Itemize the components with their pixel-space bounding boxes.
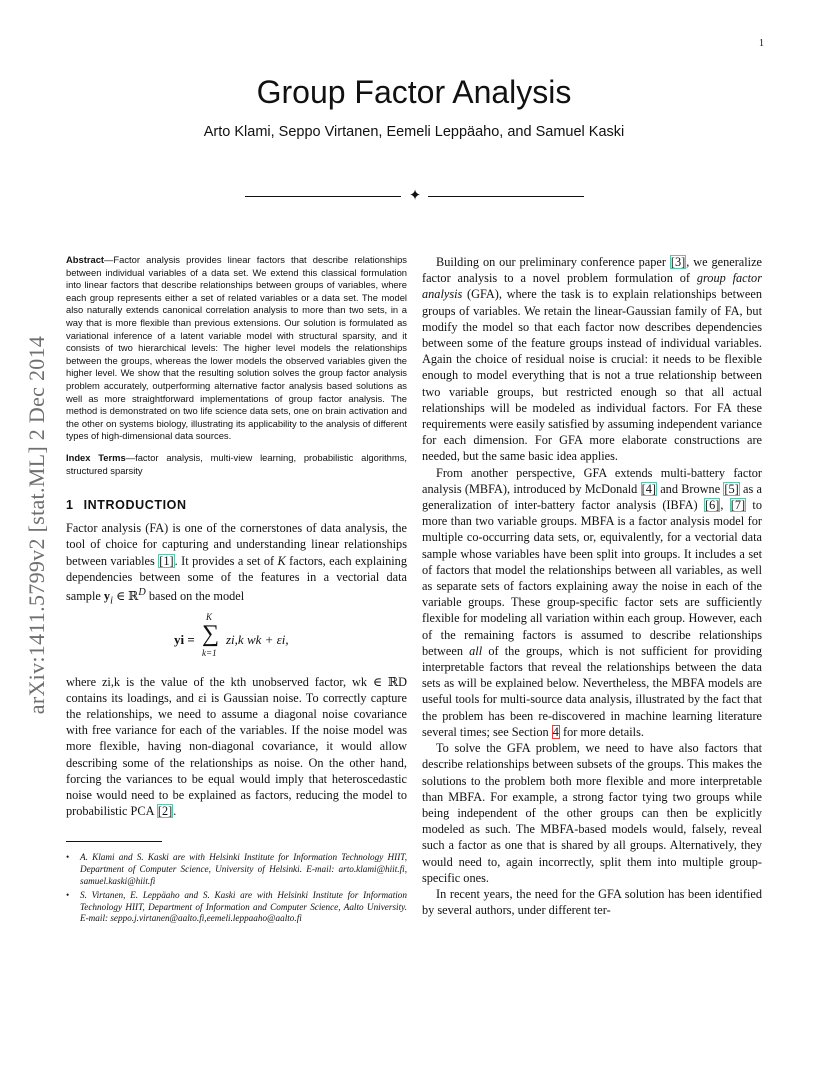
- math-symbol: K: [277, 553, 286, 568]
- footnote-rule: [66, 841, 162, 842]
- citation-link[interactable]: [4]: [641, 481, 656, 496]
- index-terms-label: Index Terms: [66, 451, 126, 463]
- intro-text: .: [173, 804, 177, 819]
- intro-text: based on the model: [145, 589, 245, 603]
- body-paragraph-2: [422, 465, 762, 740]
- divider-rule-left: [245, 196, 401, 197]
- abstract-label: Abstract: [66, 254, 105, 265]
- math-symbol: y: [103, 589, 111, 603]
- body-paragraph-4: In recent years, the need for the GFA solution has been identified by several authors, under different ter-: [422, 886, 762, 918]
- math-subscript: i: [110, 595, 113, 607]
- summation-symbol: ∑: [202, 620, 220, 647]
- citation-number: 5: [728, 481, 735, 496]
- body-text: to more than two variable groups. MBFA is a factor analysis model for multiple co-occurring data sets, or, equivalently, for a vectorial data sample whose variables have been split into groups. It includes a set of factors that model the relationships between all variables, as well as separate sets of factors explaining away the noise in each of the variable groups. These group-specific factor sets are sufficiently flexible for modeling all variation within each group. However, each of the remaining factors is assumed to describe relationships between: [422, 498, 763, 658]
- body-paragraph-1: [422, 254, 762, 465]
- paper-title: Group Factor Analysis: [256, 74, 572, 110]
- arxiv-identifier: [22, 290, 52, 760]
- divider-rule-right: [428, 196, 584, 197]
- equation: [66, 611, 407, 666]
- citation-link[interactable]: [2]: [157, 804, 173, 819]
- right-column: [422, 254, 762, 918]
- body-text: for more details.: [559, 724, 644, 739]
- section-link[interactable]: 4: [552, 724, 559, 739]
- footnote-item: • S. Virtanen, E. Leppäaho and S. Kaski are with Helsinki Institute for Information Technology HIIT, Department of Information and Computer Science, Aalto University. E-mail: seppo.j.virtanen@aalto.fi,eemeli.leppaaho@aalto.fi: [80, 890, 407, 925]
- body-text: as a generalization of inter-battery factor analysis (IBFA): [422, 481, 762, 513]
- citation-number: 6: [709, 498, 716, 513]
- citation-number: 2: [161, 804, 169, 819]
- citation-number: 7: [734, 498, 741, 513]
- citation-link[interactable]: [5]: [724, 481, 739, 496]
- citation-link[interactable]: [1]: [159, 553, 174, 568]
- body-text: Building on our preliminary conference paper: [436, 255, 670, 269]
- footnote-item: • A. Klami and S. Kaski are with Helsinki Institute for Information Technology HIIT, Department of Computer Science, University of Helsinki. E-mail: arto.klami@hiit.fi, samuel.kaski@hiit.fi: [80, 852, 407, 887]
- equation-sum-lower: k=1: [202, 647, 217, 658]
- left-column: [66, 254, 407, 927]
- citation-number: 3: [674, 255, 682, 269]
- body-text: , we generalize factor analysis to a novel problem formulation of: [422, 255, 763, 286]
- math-symbol: ∈ ℝ: [112, 589, 139, 603]
- citation-link[interactable]: [3]: [670, 255, 686, 269]
- emphasis-text: all: [469, 643, 483, 658]
- footnotes: [66, 852, 407, 925]
- abstract-text: —Factor analysis provides linear factors that describe relationships between individual variables of a data set. We extend this classical formulation into linear factors that describe relationships between groups of variables, where each group represents either a set of related variables or a data set. The model also naturally extends canonical correlation analysis to more than two sets, in a way that is more flexible than previous extensions. Our solution is formulated as variational inference of a latent variable model with structural sparsity, and it consists of two hierarchical levels: The higher level models the relationships between the groups, whereas the lower models the observed variables given the higher level. We show that the resulting solution solves the group factor analysis problem accurately, outperforming alternative factor analysis based solutions as well as more straightforward implementations of group factor analysis. The method is demonstrated on two life science data sets, one on brain activation and the other on systems biology, illustrating its applicability to the analysis of different types of high-dimensional data sources.: [66, 254, 407, 442]
- arxiv-identifier-text: arXiv:1411.5799v2 [stat.ML] 2 Dec 2014: [24, 335, 49, 715]
- page-number: 1: [759, 38, 764, 49]
- body-text: of the groups, which is not sufficient for providing interpretable factors that reveal the relationships between the data sets as will be explained below. Nevertheless, the MBFA models are useful tools for multi-source data analysis, illustrated by the fact that the problem has been re-discovered in machine learning literature several times; see Section: [422, 643, 762, 739]
- index-terms-text: —factor analysis, multi-view learning, probabilistic algorithms, structured sparsity: [66, 451, 407, 476]
- citation-number: 4: [645, 481, 652, 496]
- equation-rhs: zi,k wk + εi,: [226, 631, 289, 647]
- title-divider: [245, 188, 584, 206]
- body-text: From another perspective, GFA extends multi-battery factor analysis (MBFA), introduced by McDonald: [422, 465, 762, 496]
- intro-text: where zi,k is the value of the kth unobserved factor, wk ∈ ℝD contains its loadings, and εi is Gaussian noise. To correctly capture the relationships, we need to assume a diagonal noise covariance with free variance for each of the variables. If the noise model was more flexible, having non-diagonal covariance, it would allow describing some of the relationships as noise. On the other hand, forcing the variances to be equal would imply that heteroscedastic noise would need to be explained as factors, reducing the model to probabilistic PCA: [66, 674, 407, 819]
- section-heading: [66, 498, 407, 512]
- abstract: [66, 254, 407, 443]
- intro-text: . It provides a set of: [174, 553, 278, 568]
- body-text: and Browne: [656, 481, 724, 496]
- citation-number: 1: [163, 553, 170, 568]
- equation-sum-upper: K: [206, 611, 213, 622]
- body-text: (GFA), where the task is to explain relationships between groups of variables. We retain the linear-Gaussian family of FA, but modify the model so that each factor now describes dependencies between some of the feature groups instead of individual variables. Again the choice of residual noise is crucial: it needs to be flexible enough to model everything that is not a true relationship between two variable groups, but restricted enough so that all actual relationships will be modeled as individual factors. For FA these requirements were easily satisfied by assuming independent variance for each dimension. For GFA more elaborate constructions are needed, but the same basic idea applies.: [422, 287, 762, 464]
- math-superscript: D: [138, 586, 146, 598]
- body-text: ,: [720, 498, 730, 513]
- citation-link[interactable]: [7]: [730, 498, 746, 513]
- intro-text: factors, each explaining dependencies between some of the features in a vectorial data sample: [66, 553, 407, 603]
- star-ornament-icon: ✦: [408, 186, 422, 204]
- intro-paragraph-1: [66, 520, 407, 610]
- citation-link[interactable]: [6]: [704, 498, 720, 513]
- section-number: 1: [66, 498, 74, 513]
- emphasis-text: group factor analysis: [422, 271, 762, 302]
- body-paragraph-3: To solve the GFA problem, we need to have also factors that describe relationships between subsets of the groups. This makes the solutions to the problem both more flexible and more interpretable than MBFA. For example, a strong factor tying two groups while being independent of the other groups can then be explicitly modeled as such. The MBFA-based models would, falsely, reveal such a factor as one that is shared by all groups. Alternatively, they would need to, again incorrectly, split them into multiple group-specific ones.: [422, 741, 762, 885]
- equation-lhs: yi =: [174, 631, 195, 647]
- author-list: Arto Klami, Seppo Virtanen, Eemeli Leppäaho, and Samuel Kaski: [203, 124, 625, 140]
- index-terms: [66, 452, 407, 477]
- intro-text: Factor analysis (FA) is one of the cornerstones of data analysis, the tool of choice for capturing and understanding linear relationships between variables: [66, 521, 407, 568]
- intro-paragraph-2: [66, 674, 407, 820]
- section-title: INTRODUCTION: [83, 498, 187, 513]
